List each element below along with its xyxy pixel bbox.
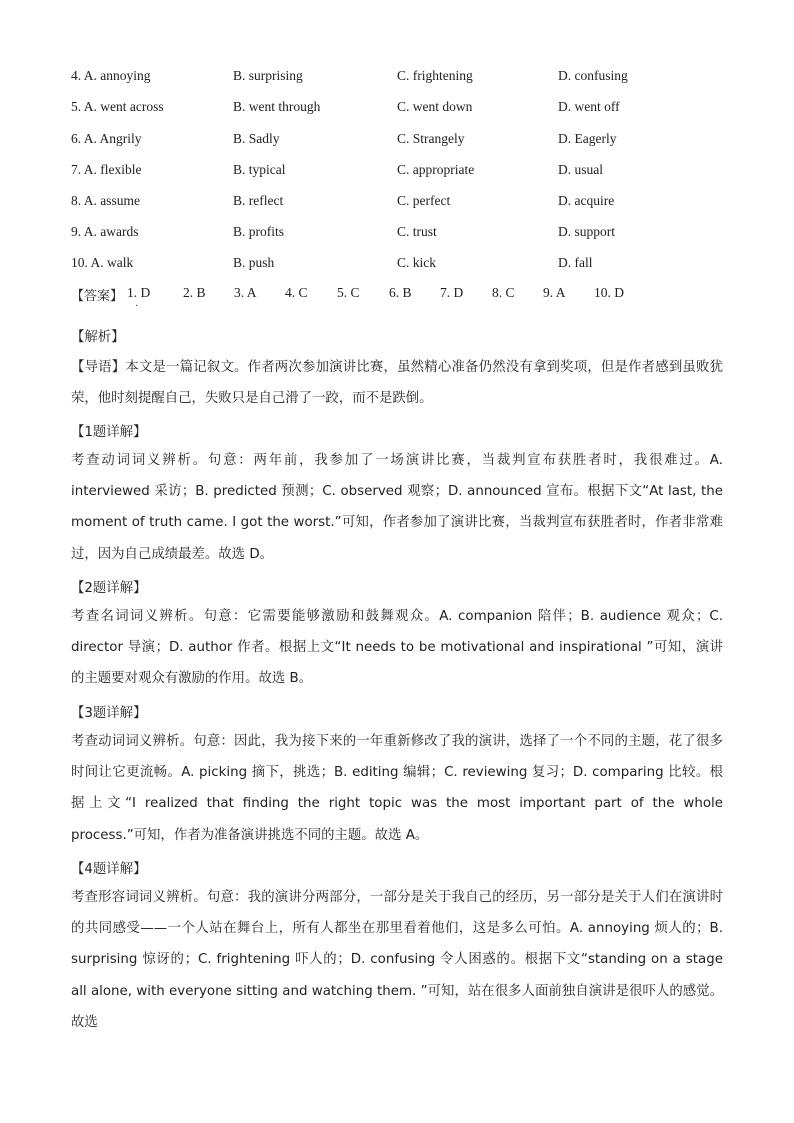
option-b: B. Sadly [233, 131, 280, 146]
option-a: 8. A. assume [71, 193, 140, 208]
option-a: 10. A. walk [71, 255, 134, 270]
option-b: B. surprising [233, 68, 303, 83]
option-c: C. went down [397, 99, 473, 114]
option-row [71, 131, 731, 151]
option-c: C. Strangely [397, 131, 465, 146]
answer-label: 【答案】 [71, 289, 124, 304]
detail-text: 考查动词词义辨析。句意：两年前，我参加了一场演讲比赛，当裁判宣布获胜者时，我很难过。A. interviewed 采访；B. predicted 预测；C. observed 观察；D. announced 宣布。根据下文“At last, the moment of truth came. I got the worst.”可知，作者参加了演讲比赛，当裁判宣布获胜者时，作者非常难过，因为自己成绩最差。故选 D。 [71, 453, 723, 562]
dot-mark: · [135, 301, 139, 312]
guide-paragraph: 【导语】本文是一篇记叙文。作者两次参加演讲比赛，虽然精心准备仍然没有拿到奖项，但是作者感到虽败犹荣，他时刻提醒自己，失败只是自己滑了一跤，而不是跌倒。 [71, 360, 723, 407]
answer-item: 1. D [127, 285, 151, 300]
option-row [71, 99, 731, 119]
option-d: D. usual [558, 162, 603, 177]
answer-item: 2. B [183, 285, 206, 300]
option-a: 6. A. Angrily [71, 131, 142, 146]
option-a: 9. A. awards [71, 224, 139, 239]
option-a: 7. A. flexible [71, 162, 142, 177]
option-row [71, 193, 731, 213]
option-c: C. trust [397, 224, 437, 239]
answer-item: 10. D [594, 285, 624, 300]
detail-heading: 【4题详解】 [71, 862, 147, 877]
option-c: C. perfect [397, 193, 451, 208]
detail-text: 考查名词词义辨析。句意：它需要能够激励和鼓舞观众。A. companion 陪伴；B. audience 观众；C. director 导演；D. author 作者。根据上文“It needs to be motivational and inspirational ”可知，演讲的主题要对观众有激励的作用。故选 B。 [71, 609, 723, 687]
option-row [71, 224, 731, 244]
option-c: C. frightening [397, 68, 473, 83]
option-a: 4. A. annoying [71, 68, 151, 83]
option-a: 5. A. went across [71, 99, 164, 114]
option-c: C. kick [397, 255, 436, 270]
option-d: D. support [558, 224, 615, 239]
answer-item: 9. A [543, 285, 566, 300]
detail-text: 考查动词词义辨析。句意：因此，我为接下来的一年重新修改了我的演讲，选择了一个不同的主题，花了很多时间让它更流畅。A. picking 摘下，挑选；B. editing 编辑；C. reviewing 复习；D. comparing 比较。根据上文“I realized that finding the right topic was the most important part of the whole process.”可知，作者为准备演讲挑选不同的主题。故选 A。 [71, 734, 723, 843]
answer-item: 8. C [492, 285, 515, 300]
answer-item: 5. C [337, 285, 360, 300]
option-d: D. Eagerly [558, 131, 617, 146]
option-b: B. profits [233, 224, 285, 239]
analysis-heading: 【解析】 [71, 330, 125, 345]
option-d: D. acquire [558, 193, 615, 208]
option-d: D. went off [558, 99, 620, 114]
detail-heading: 【2题详解】 [71, 581, 147, 596]
answer-item: 7. D [440, 285, 464, 300]
option-b: B. went through [233, 99, 321, 114]
option-b: B. reflect [233, 193, 284, 208]
option-row [71, 255, 731, 275]
option-row [71, 68, 731, 88]
detail-text: 考查形容词词义辨析。句意：我的演讲分两部分，一部分是关于我自己的经历，另一部分是关于人们在演讲时的共同感受——一个人站在舞台上，所有人都坐在那里看着他们，这是多么可怕。A. annoying 烦人的；B. surprising 惊讶的；C. frightening 吓人的；D. confusing 令人困惑的。根据下文“standing on a stage all alone, with everyone sitting and watching them. ”可知，站在很多人面前独自演讲是很吓人的感觉。故选 [71, 890, 723, 1030]
option-d: D. confusing [558, 68, 628, 83]
option-b: B. push [233, 255, 275, 270]
answer-row [71, 285, 731, 312]
answer-item: 3. A [234, 285, 257, 300]
answer-item: 6. B [389, 285, 412, 300]
option-b: B. typical [233, 162, 286, 177]
option-c: C. appropriate [397, 162, 475, 177]
option-d: D. fall [558, 255, 593, 270]
detail-heading: 【3题详解】 [71, 706, 147, 721]
detail-heading: 【1题详解】 [71, 425, 147, 440]
answer-item: 4. C [285, 285, 308, 300]
option-row [71, 162, 731, 182]
